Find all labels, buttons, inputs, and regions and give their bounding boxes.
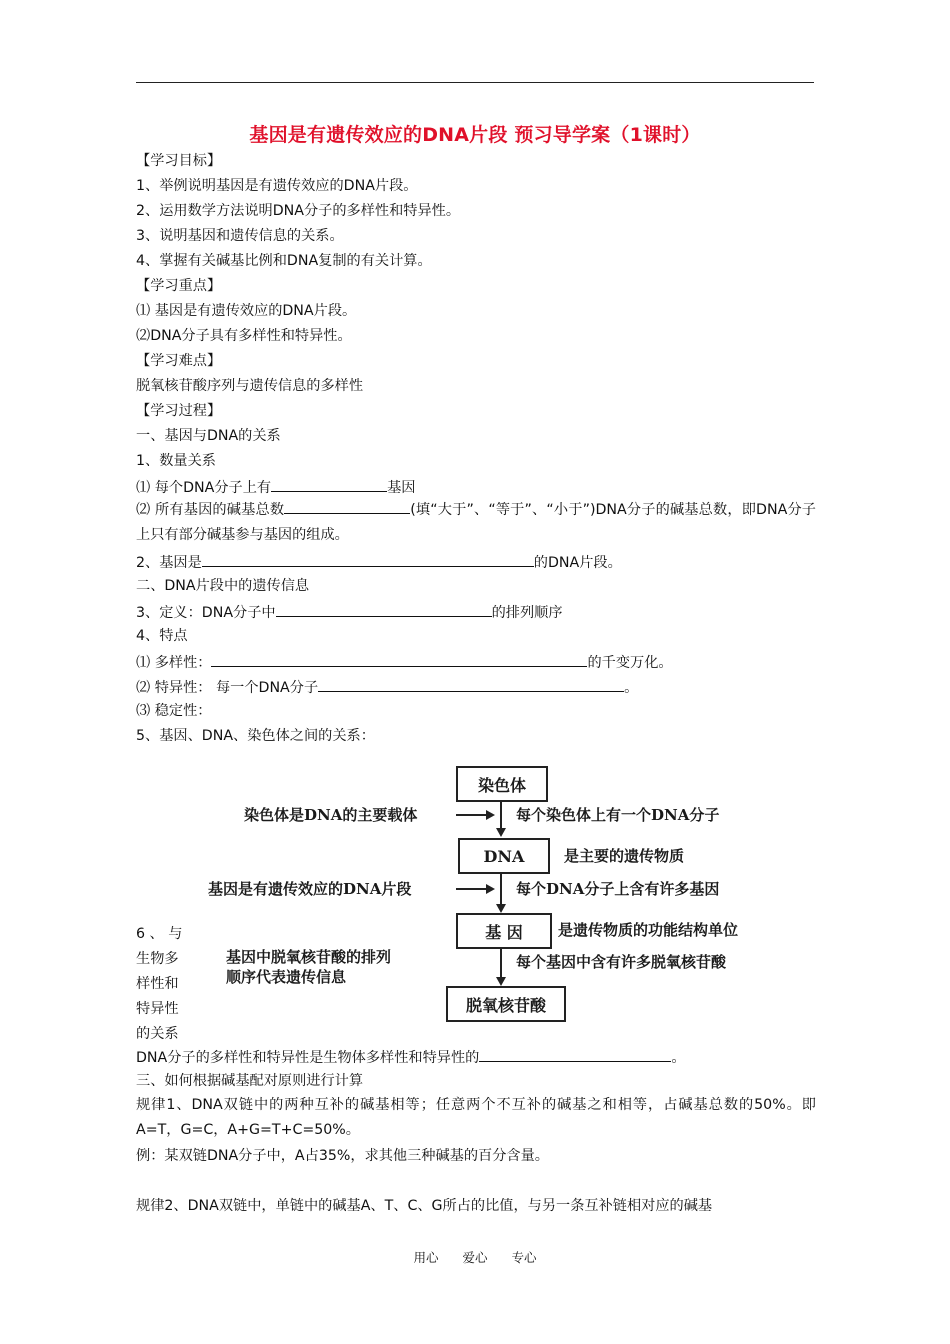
connector-line bbox=[500, 872, 502, 904]
part-3-heading: 三、如何根据碱基配对原则进行计算 bbox=[136, 1073, 364, 1089]
connector-line bbox=[500, 800, 502, 828]
label-functional-unit: 是遗传物质的功能结构单位 bbox=[558, 921, 739, 939]
label-sequence-line-1: 基因中脱氧核苷酸的排列 bbox=[226, 948, 392, 966]
key-point-1: ⑴ 基因是有遗传效应的DNA片段。 bbox=[136, 303, 357, 319]
item-quantity: 1、数量关系 bbox=[136, 453, 216, 469]
answer-blank[interactable] bbox=[284, 498, 410, 514]
part-1-heading: 一、基因与DNA的关系 bbox=[136, 428, 281, 444]
label-gene-is-dna-segment: 基因是有遗传效应的DNA片段 bbox=[208, 880, 412, 898]
item-diversity-relationship: 6 、 与生物多样性和特异性的关系 bbox=[136, 926, 183, 1042]
question-gene-definition: 2、基因是 的DNA片段。 bbox=[136, 551, 622, 573]
box-deoxynucleotide: 脱氧核苷酸 bbox=[446, 986, 566, 1022]
box-dna: DNA bbox=[458, 838, 550, 874]
arrow-down-icon bbox=[496, 904, 506, 913]
document-title: 基因是有遗传效应的DNA片段 预习导学案（1课时） bbox=[249, 124, 701, 146]
question-2: ⑵ 所有基因的碱基总数 (填“大于”、“等于”、“小于”)DNA分子的碱基总数，即DNA分子上只有部分碱基参与基因的组成。 bbox=[136, 498, 816, 548]
label-chromosome-carrier: 染色体是DNA的主要载体 bbox=[244, 806, 418, 824]
section-heading-objectives: 【学习目标】 bbox=[136, 153, 222, 169]
question-definition: 3、定义：DNA分子中 的排列顺序 bbox=[136, 601, 563, 623]
example-1: 例：某双链DNA分子中，A占35%，求其他三种碱基的百分含量。 bbox=[136, 1148, 549, 1164]
rule-1: 规律1、DNA双链中的两种互补的碱基相等；任意两个不互补的碱基之和相等，占碱基总数的50%。即A=T，G=C，A+G=T+C=50%。 bbox=[136, 1097, 816, 1138]
answer-blank[interactable] bbox=[318, 676, 624, 692]
pointer-line bbox=[456, 814, 486, 816]
arrow-right-icon bbox=[486, 810, 495, 820]
item-relationship: 5、基因、DNA、染色体之间的关系： bbox=[136, 728, 375, 744]
question-stability: ⑶ 稳定性： bbox=[136, 703, 212, 719]
objective-3: 3、说明基因和遗传信息的关系。 bbox=[136, 228, 344, 244]
label-sequence-line-2: 顺序代表遗传信息 bbox=[226, 968, 347, 986]
answer-blank[interactable] bbox=[211, 651, 587, 667]
arrow-right-icon bbox=[486, 884, 495, 894]
label-many-genes-per-dna: 每个DNA分子上含有许多基因 bbox=[516, 880, 720, 898]
question-1: ⑴ 每个DNA分子上有 基因 bbox=[136, 476, 415, 498]
part-2-heading: 二、DNA片段中的遗传信息 bbox=[136, 578, 310, 594]
difficulty-1: 脱氧核苷酸序列与遗传信息的多样性 bbox=[136, 378, 364, 394]
section-heading-difficulties: 【学习难点】 bbox=[136, 353, 222, 369]
relationship-diagram bbox=[200, 758, 800, 1028]
section-heading-process: 【学习过程】 bbox=[136, 403, 222, 419]
header-rule bbox=[136, 82, 814, 83]
arrow-down-icon bbox=[496, 828, 506, 837]
answer-blank[interactable] bbox=[202, 551, 534, 567]
question-diversity: ⑴ 多样性： 的千变万化。 bbox=[136, 651, 673, 673]
pointer-line bbox=[456, 888, 486, 890]
answer-blank[interactable] bbox=[271, 476, 387, 492]
key-point-2: ⑵DNA分子具有多样性和特异性。 bbox=[136, 328, 352, 344]
question-specificity: ⑵ 特异性： 每一个DNA分子 。 bbox=[136, 676, 638, 698]
item-features: 4、特点 bbox=[136, 628, 188, 644]
objective-1: 1、举例说明基因是有遗传效应的DNA片段。 bbox=[136, 178, 418, 194]
answer-blank[interactable] bbox=[276, 601, 492, 617]
connector-line bbox=[500, 947, 502, 977]
box-gene: 基 因 bbox=[456, 913, 552, 949]
objective-4: 4、掌握有关碱基比例和DNA复制的有关计算。 bbox=[136, 253, 432, 269]
label-many-nucleotides-per-gene: 每个基因中含有许多脱氧核苷酸 bbox=[516, 953, 727, 971]
section-heading-key-points: 【学习重点】 bbox=[136, 278, 222, 294]
question-diversity-relation: DNA分子的多样性和特异性是生物体多样性和特异性的 。 bbox=[136, 1046, 686, 1068]
label-one-dna-per-chromosome: 每个染色体上有一个DNA分子 bbox=[516, 806, 720, 824]
box-chromosome: 染色体 bbox=[456, 766, 548, 802]
answer-blank[interactable] bbox=[479, 1046, 671, 1062]
label-main-genetic-material: 是主要的遗传物质 bbox=[564, 847, 685, 865]
page-footer: 用心 爱心 专心 bbox=[413, 1250, 537, 1265]
objective-2: 2、运用数学方法说明DNA分子的多样性和特异性。 bbox=[136, 203, 461, 219]
arrow-down-icon bbox=[496, 977, 506, 986]
rule-2: 规律2、DNA双链中，单链中的碱基A、T、C、G所占的比值，与另一条互补链相对应的碱基 bbox=[136, 1198, 713, 1214]
